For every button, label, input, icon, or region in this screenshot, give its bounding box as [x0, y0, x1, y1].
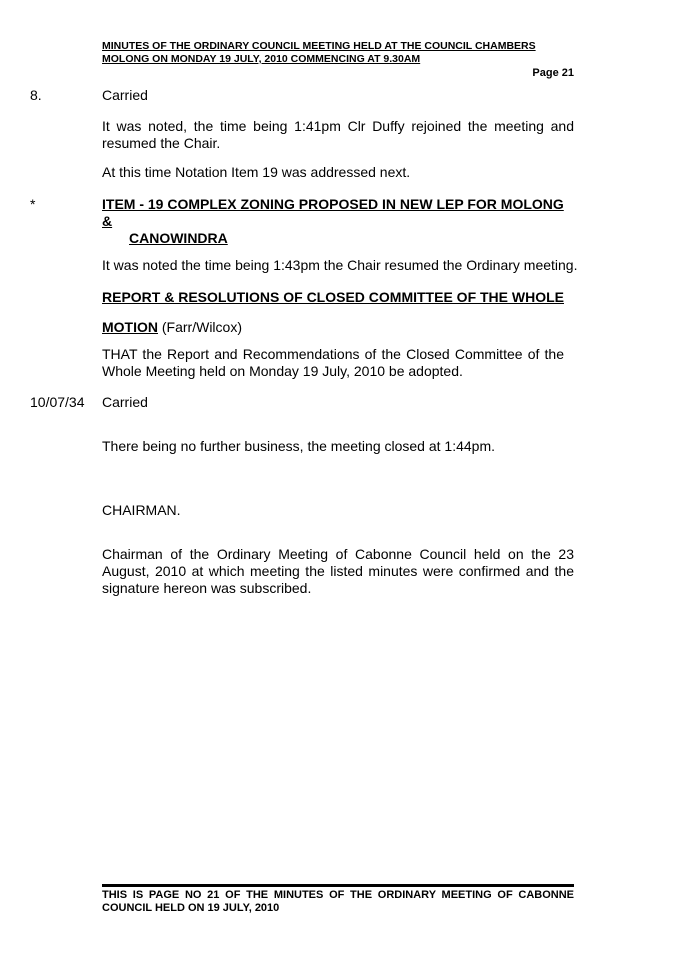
header-title-line1: MINUTES OF THE ORDINARY COUNCIL MEETING HELD AT THE COUNCIL CHAMBERS	[102, 40, 536, 52]
motion-movers: (Farr/Wilcox)	[158, 319, 242, 335]
page-footer: THIS IS PAGE NO 21 OF THE MINUTES OF THE ORDINARY MEETING OF CABONNE COUNCIL HELD ON 19 JULY, 2010	[102, 889, 574, 914]
item19-marker: *	[30, 196, 36, 212]
motion-label: MOTION	[102, 319, 158, 335]
closed-committee-heading: REPORT & RESOLUTIONS OF CLOSED COMMITTEE OF THE WHOLE	[102, 289, 564, 305]
chairman-label: CHAIRMAN.	[102, 502, 181, 518]
item8-number: 8.	[30, 87, 42, 103]
motion-line	[102, 319, 242, 336]
item8-status: Carried	[102, 87, 148, 103]
item19-heading	[102, 196, 574, 247]
header-title-line2: MOLONG ON MONDAY 19 JULY, 2010 COMMENCING AT 9.30AM	[102, 53, 421, 65]
resolution-number: 10/07/34	[30, 394, 85, 410]
resolution-status: Carried	[102, 394, 148, 410]
paragraph-confirmation: Chairman of the Ordinary Meeting of Cabonne Council held on the 23 August, 2010 at which meeting the listed minutes were confirmed and the signature hereon was subscribed.	[102, 546, 574, 596]
footer-divider	[102, 884, 574, 887]
paragraph-notation-item: At this time Notation Item 19 was addressed next.	[102, 164, 411, 180]
document-header	[102, 40, 574, 66]
paragraph-chair-resumed: It was noted the time being 1:43pm the Chair resumed the Ordinary meeting.	[102, 257, 578, 273]
paragraph-meeting-closed: There being no further business, the meeting closed at 1:44pm.	[102, 438, 496, 454]
item19-heading-line2: CANOWINDRA	[129, 230, 228, 246]
paragraph-duffy-rejoined: It was noted, the time being 1:41pm Clr Duffy rejoined the meeting and resumed the Chair.	[102, 118, 574, 151]
page-number: Page 21	[532, 67, 574, 79]
item19-heading-line1: ITEM - 19 COMPLEX ZONING PROPOSED IN NEW LEP FOR MOLONG &	[102, 196, 564, 229]
motion-text: THAT the Report and Recommendations of the Closed Committee of the Whole Meeting held on Monday 19 July, 2010 be adopted.	[102, 346, 564, 379]
